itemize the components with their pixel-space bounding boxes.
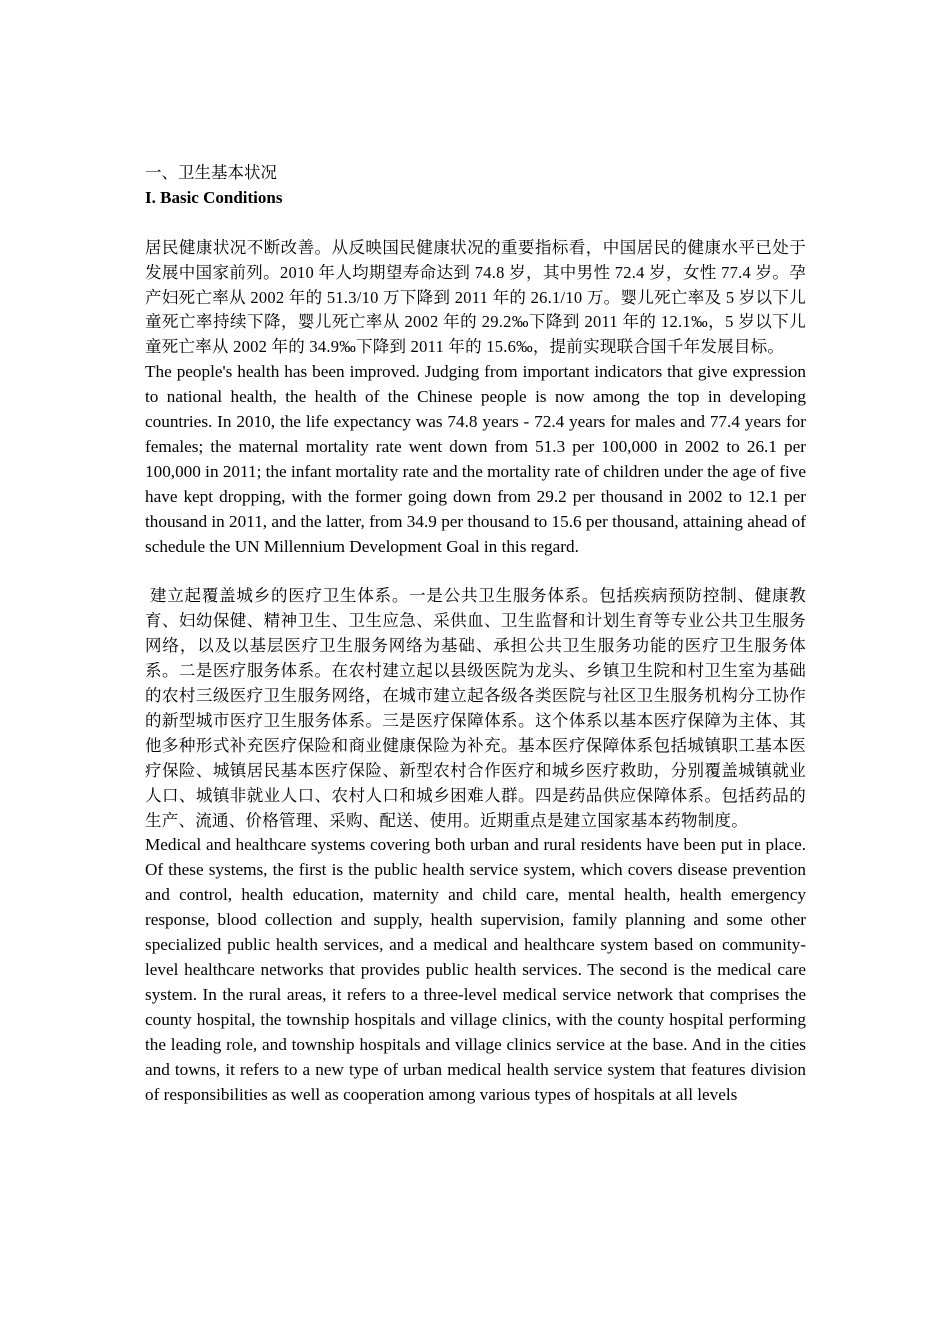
section-heading-chinese: 一、卫生基本状况	[145, 163, 277, 182]
blank-line	[145, 211, 806, 236]
document-page	[145, 161, 806, 1107]
paragraph-healthcare-system-chinese: 建立起覆盖城乡的医疗卫生体系。一是公共卫生服务体系。包括疾病预防控制、健康教育、妇幼保健、精神卫生、卫生应急、采供血、卫生监督和计划生育等专业公共卫生服务网络，以及以基层医疗卫生服务网络为基础、承担公共卫生服务功能的医疗卫生服务体系。二是医疗服务体系。在农村建立起以县级医院为龙头、乡镇卫生院和村卫生室为基础的农村三级医疗卫生服务网络，在城市建立起各级各类医院与社区卫生服务机构分工协作的新型城市医疗卫生服务体系。三是医疗保障体系。这个体系以基本医疗保障为主体、其他多种形式补充医疗保险和商业健康保险为补充。基本医疗保障体系包括城镇职工基本医疗保险、城镇居民基本医疗保险、新型农村合作医疗和城乡医疗救助，分别覆盖城镇就业人口、城镇非就业人口、农村人口和城乡困难人群。四是药品供应保障体系。包括药品的生产、流通、价格管理、采购、配送、使用。近期重点是建立国家基本药物制度。	[145, 586, 806, 830]
paragraph-healthcare-system-english: Medical and healthcare systems covering both urban and rural residents have been put in place. Of these systems, the first is the public health service system, which covers disease prevention and control, health education, maternity and child care, mental health, health emergency response, blood collection and supply, health supervision, family planning and some other specialized public health services, and a medical and healthcare system based on community-level healthcare networks that provides public health services. The second is the medical care system. In the rural areas, it refers to a three-level medical service network that comprises the county hospital, the township hospitals and village clinics, with the county hospital performing the leading role, and township hospitals and village clinics service at the base. And in the cities and towns, it refers to a new type of urban medical health service system that features division of responsibilities as well as cooperation among various types of hospitals at all levels	[145, 835, 806, 1104]
section-heading-english: I. Basic Conditions	[145, 187, 283, 207]
paragraph-health-status-chinese: 居民健康状况不断改善。从反映国民健康状况的重要指标看，中国居民的健康水平已处于发展中国家前列。2010 年人均期望寿命达到 74.8 岁，其中男性 72.4 岁，女性 77.4 岁。孕产妇死亡率从 2002 年的 51.3/10 万下降到 2011 年的 26.1/10 万。婴儿死亡率及 5 岁以下儿童死亡率持续下降，婴儿死亡率从 2002 年的 29.2‰下降到 2011 年的 12.1‰，5 岁以下儿童死亡率从 2002 年的 34.9‰下降到 2011 年的 15.6‰，提前实现联合国千年发展目标。	[145, 237, 806, 357]
paragraph-health-status-english: The people's health has been improved. Judging from important indicators that give expression to national health, the health of the Chinese people is now among the top in developing countries. In 2010, the life expectancy was 74.8 years - 72.4 years for males and 77.4 years for females; the maternal mortality rate went down from 51.3 per 100,000 in 2002 to 26.1 per 100,000 in 2011; the infant mortality rate and the mortality rate of children under the age of five have kept dropping, with the former going down from 29.2 per thousand in 2002 to 12.1 per thousand in 2011, and the latter, from 34.9 per thousand to 15.6 per thousand, attaining ahead of schedule the UN Millennium Development Goal in this regard.	[145, 362, 806, 556]
blank-line	[145, 559, 806, 584]
